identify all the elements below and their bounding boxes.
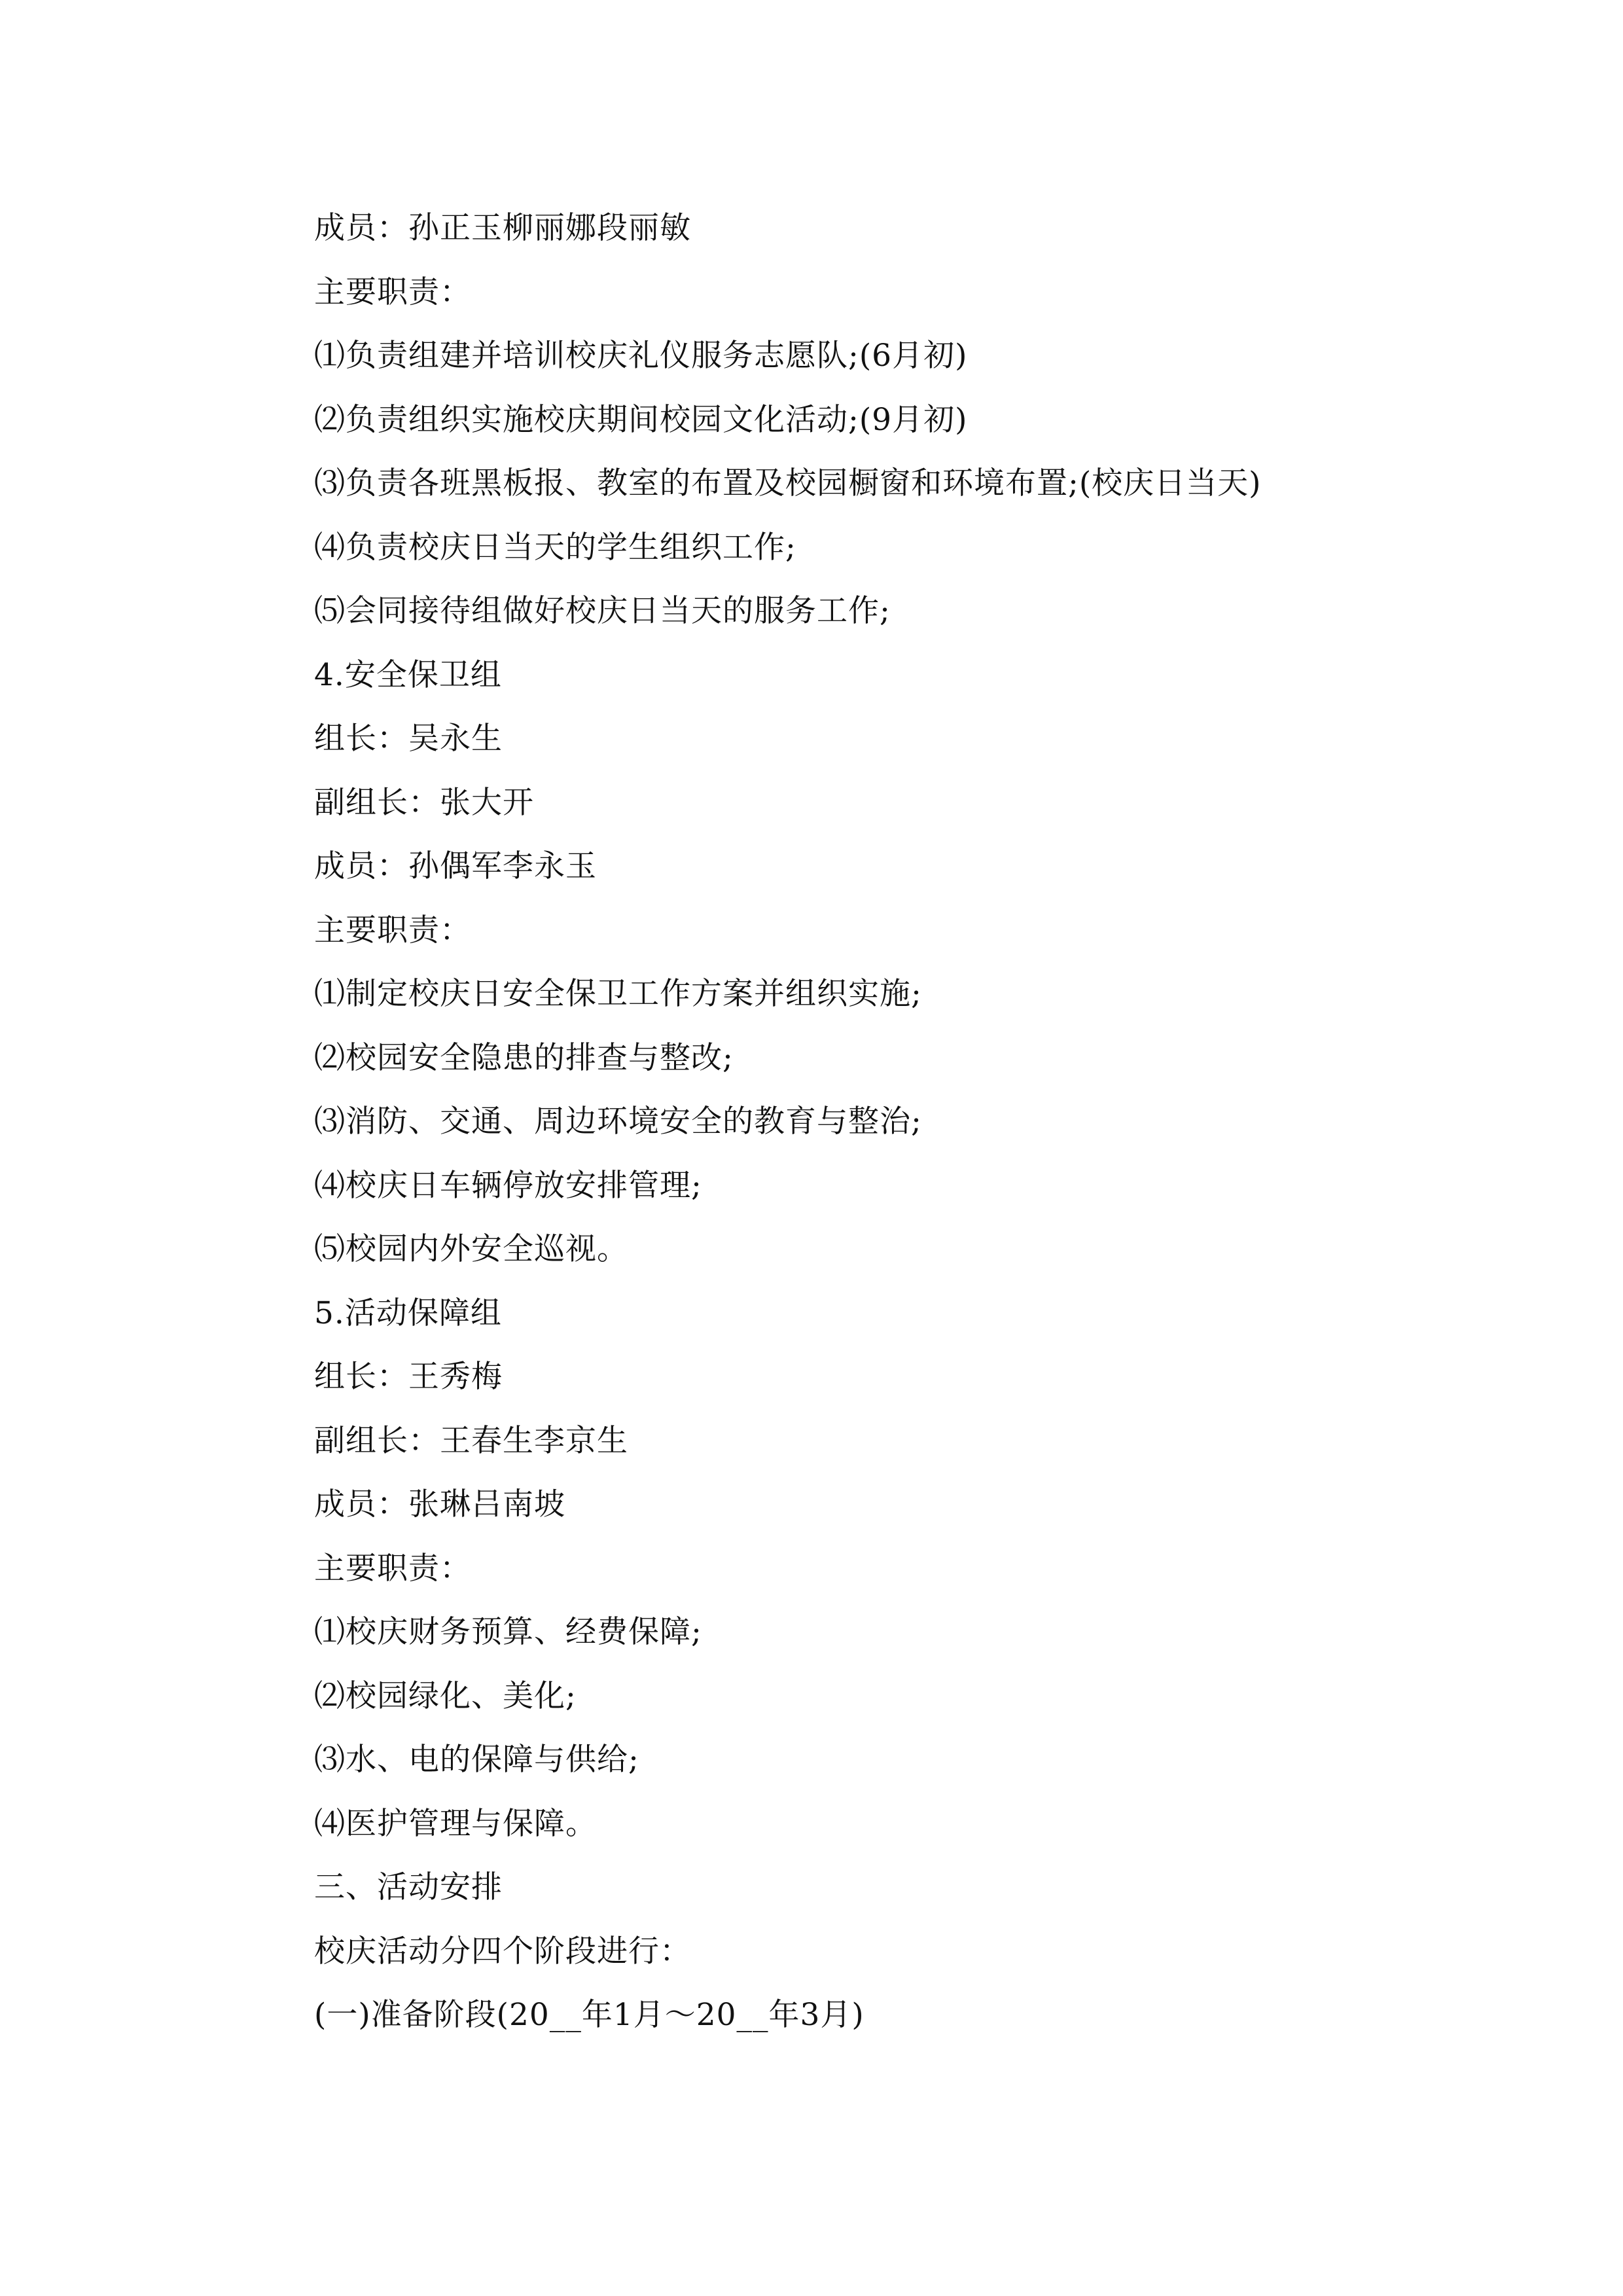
text-line: ⑸会同接待组做好校庆日当天的服务工作; (314, 593, 891, 629)
text-line: (一)准备阶段(20__年1月～20__年3月) (314, 1997, 865, 2033)
text-line: 成员：张琳吕南坡 (314, 1486, 565, 1522)
text-line: 主要职责： (314, 912, 471, 948)
text-line: 主要职责： (314, 274, 471, 310)
text-line: 成员：孙正玉柳丽娜段丽敏 (314, 210, 691, 246)
text-line: ⑵负责组织实施校庆期间校园文化活动;(9月初) (314, 401, 968, 438)
text-line: ⑷医护管理与保障。 (314, 1805, 597, 1842)
text-line: 校庆活动分四个阶段进行： (314, 1933, 691, 1969)
section-heading: 4.安全保卫组 (314, 656, 502, 693)
text-line: 副组长：王春生李京生 (314, 1422, 628, 1459)
document-body (314, 203, 1427, 2054)
text-line: ⑴校庆财务预算、经费保障; (314, 1614, 702, 1650)
text-line: ⑵校园绿化、美化; (314, 1677, 577, 1714)
text-line: ⑸校园内外安全巡视。 (314, 1231, 628, 1267)
text-line: ⑷负责校庆日当天的学生组织工作; (314, 529, 796, 565)
section-heading: 5.活动保障组 (314, 1295, 502, 1331)
text-line: ⑴制定校庆日安全保卫工作方案并组织实施; (314, 976, 922, 1012)
text-line: 组长：吴永生 (314, 721, 503, 757)
text-line: 成员：孙偶军李永玉 (314, 848, 597, 884)
text-line: ⑵校园安全隐患的排查与整改; (314, 1039, 734, 1076)
text-line: ⑶水、电的保障与供给; (314, 1742, 639, 1778)
text-line: ⑷校庆日车辆停放安排管理; (314, 1167, 702, 1204)
text-line: ⑴负责组建并培训校庆礼仪服务志愿队;(6月初) (314, 338, 968, 374)
section-heading: 三、活动安排 (314, 1869, 503, 1905)
text-line: 主要职责： (314, 1550, 471, 1587)
text-line: ⑶负责各班黑板报、教室的布置及校园橱窗和环境布置;(校庆日当天) (314, 465, 1262, 501)
text-line: 副组长：张大开 (314, 784, 534, 821)
text-line: 组长：王秀梅 (314, 1359, 503, 1395)
text-line: ⑶消防、交通、周边环境安全的教育与整治; (314, 1103, 922, 1139)
